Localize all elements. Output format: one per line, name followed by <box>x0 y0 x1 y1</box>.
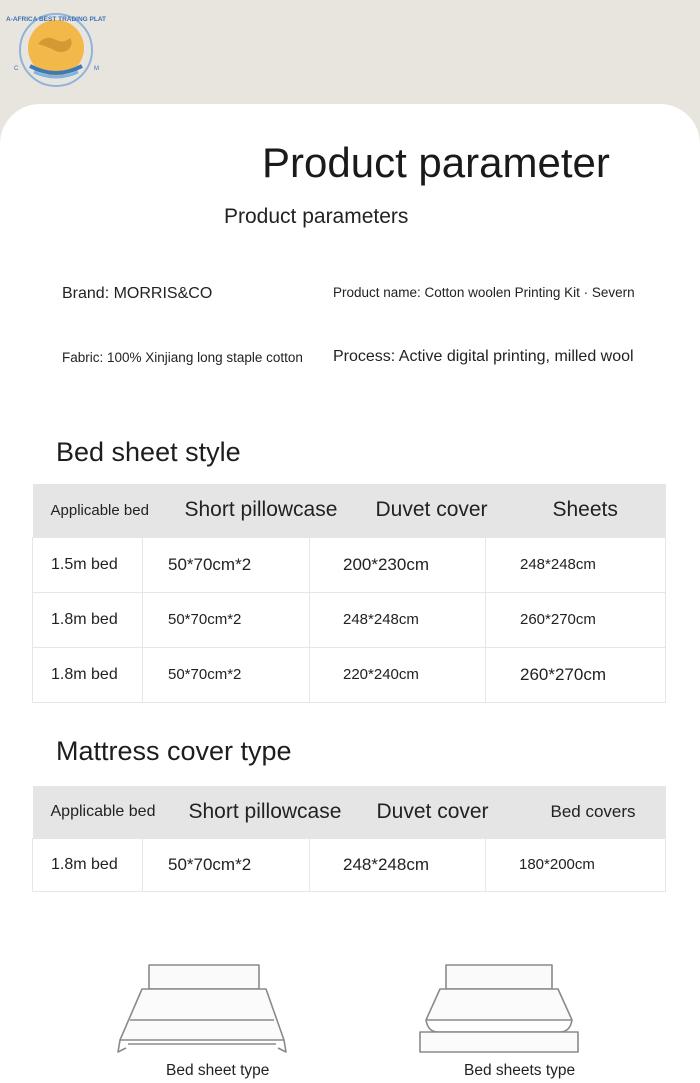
header-cell: Short pillowcase <box>143 786 310 838</box>
page-subtitle: Product parameters <box>224 205 409 228</box>
param-brand: Brand: MORRIS&CO <box>62 285 213 302</box>
page-title: Product parameter <box>262 139 610 186</box>
table-cell: 200*230cm <box>310 537 486 592</box>
table-row <box>33 592 666 647</box>
mattress-cover-type-table <box>32 786 666 892</box>
table-cell: 1.8m bed <box>33 592 143 647</box>
section-title-bed-sheet-style: Bed sheet style <box>56 437 241 467</box>
globe-logo <box>5 8 107 93</box>
table-cell: 220*240cm <box>310 647 486 702</box>
svg-text:A-AFRICA BEST TRADING PLATFORM: A-AFRICA BEST TRADING PLATFORM <box>56 92 74 93</box>
table-cell: 248*248cm <box>310 838 486 891</box>
header-cell: Duvet cover <box>310 786 486 838</box>
table-cell: 1.8m bed <box>33 838 143 891</box>
section-title-mattress-cover-type: Mattress cover type <box>56 736 292 766</box>
table-row <box>33 838 666 891</box>
param-fabric: Fabric: 100% Xinjiang long staple cotton <box>62 350 303 365</box>
svg-text:A-AFRICA BEST TRADING PLAT: A-AFRICA BEST TRADING PLAT <box>5 16 107 23</box>
header-cell: Duvet cover <box>310 484 486 537</box>
table-cell: 260*270cm <box>486 647 666 702</box>
table-header-row <box>33 786 666 838</box>
param-process: Process: Active digital printing, milled wool <box>333 348 634 365</box>
table-row <box>33 647 666 702</box>
table-cell: 1.5m bed <box>33 537 143 592</box>
flat-bed-sheet-icon <box>114 962 290 1056</box>
table-cell: 50*70cm*2 <box>143 592 310 647</box>
table-cell: 50*70cm*2 <box>143 838 310 891</box>
fitted-bed-sheet-icon <box>416 962 582 1056</box>
table-cell: 1.8m bed <box>33 647 143 702</box>
fitted-bed-sheet-label: Bed sheets type <box>464 1062 576 1079</box>
table-row <box>33 537 666 592</box>
table-cell: 50*70cm*2 <box>143 647 310 702</box>
header-cell: Short pillowcase <box>143 484 310 537</box>
bed-sheet-style-table <box>32 484 666 703</box>
table-cell: 180*200cm <box>486 838 666 891</box>
header-cell: Sheets <box>486 484 666 537</box>
header-cell: Applicable bed <box>33 484 143 537</box>
header-cell: Bed covers <box>486 786 666 838</box>
table-cell: 248*248cm <box>310 592 486 647</box>
table-cell: 248*248cm <box>486 537 666 592</box>
flat-bed-sheet-label: Bed sheet type <box>166 1062 270 1079</box>
table-cell: 260*270cm <box>486 592 666 647</box>
header-cell: Applicable bed <box>33 786 143 838</box>
table-header-row <box>33 484 666 537</box>
svg-text:C: C <box>14 66 19 72</box>
param-product-name: Product name: Cotton woolen Printing Kit · Severn <box>333 285 635 300</box>
table-cell: 50*70cm*2 <box>143 537 310 592</box>
svg-text:M: M <box>94 66 99 72</box>
